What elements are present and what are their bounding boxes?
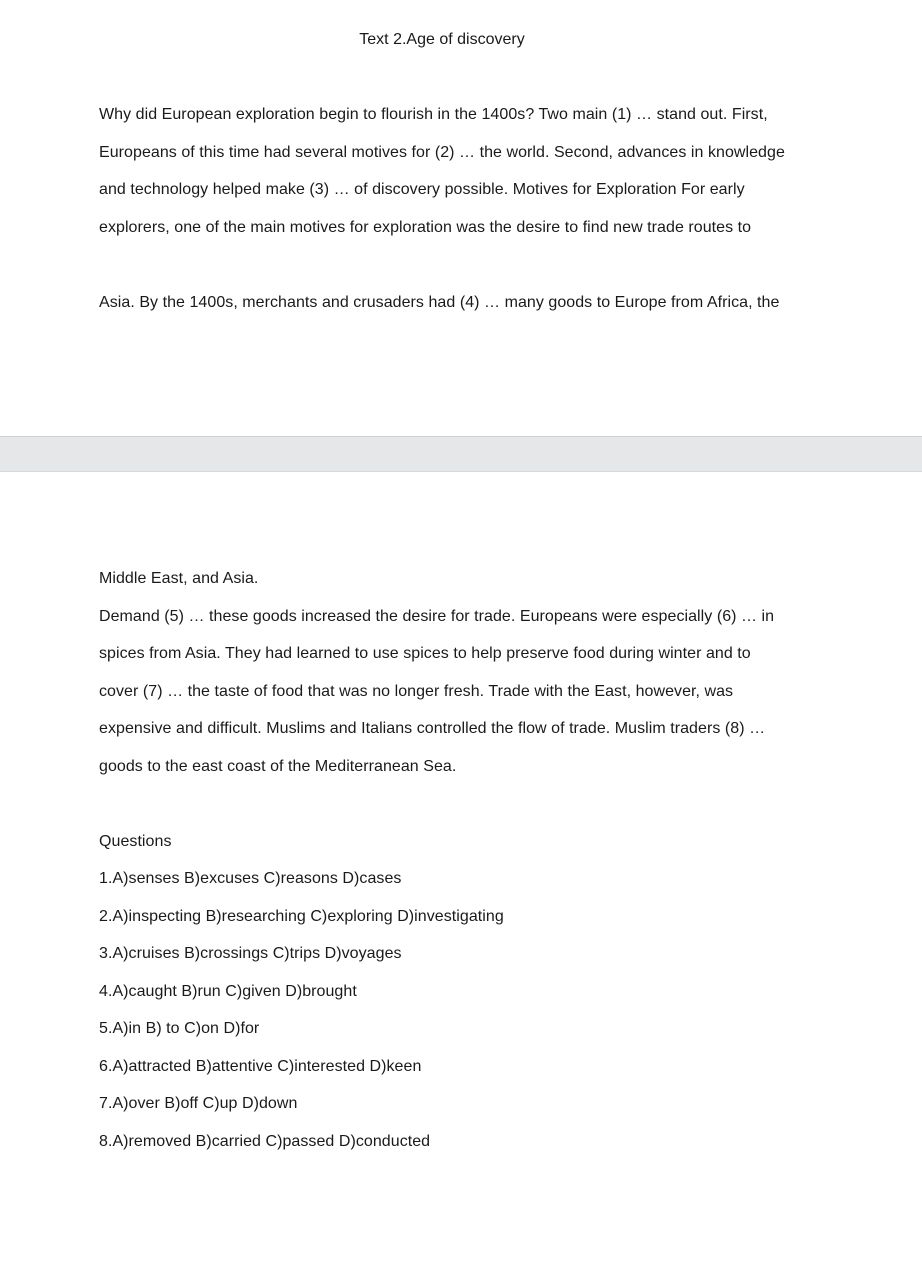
paragraph-line: Europeans of this time had several motives for (2) … the world. Second, advances in knowledge <box>99 144 785 161</box>
question-item: 8.A)removed B)carried C)passed D)conducted <box>99 1133 431 1150</box>
paragraph-line: explorers, one of the main motives for exploration was the desire to find new trade routes to <box>99 219 752 236</box>
page-break-separator <box>0 436 922 472</box>
document-title: Text 2.Age of discovery <box>359 31 525 48</box>
page-1 <box>0 0 922 436</box>
question-item: 5.A)in B) to C)on D)for <box>99 1020 260 1037</box>
paragraph-line: goods to the east coast of the Mediterranean Sea. <box>99 758 457 775</box>
question-item: 6.A)attracted B)attentive C)interested D)keen <box>99 1058 422 1075</box>
paragraph-line: cover (7) … the taste of food that was no longer fresh. Trade with the East, however, was <box>99 683 734 700</box>
questions-heading: Questions <box>99 833 172 850</box>
paragraph-line: Why did European exploration begin to flourish in the 1400s? Two main (1) … stand out. First, <box>99 106 768 123</box>
question-item: 1.A)senses B)excuses C)reasons D)cases <box>99 870 402 887</box>
paragraph-line: spices from Asia. They had learned to use spices to help preserve food during winter and to <box>99 645 751 662</box>
question-item: 2.A)inspecting B)researching C)exploring D)investigating <box>99 908 504 925</box>
question-item: 3.A)cruises B)crossings C)trips D)voyages <box>99 945 402 962</box>
paragraph-line: Asia. By the 1400s, merchants and crusaders had (4) … many goods to Europe from Africa, the <box>99 294 780 311</box>
paragraph-line: expensive and difficult. Muslims and Italians controlled the flow of trade. Muslim traders (8) … <box>99 720 766 737</box>
paragraph-line: Demand (5) … these goods increased the desire for trade. Europeans were especially (6) … in <box>99 608 775 625</box>
paragraph-line: Middle East, and Asia. <box>99 570 259 587</box>
paragraph-line: and technology helped make (3) … of discovery possible. Motives for Exploration For early <box>99 181 745 198</box>
question-item: 4.A)caught B)run C)given D)brought <box>99 983 357 1000</box>
page-2 <box>0 472 922 1281</box>
question-item: 7.A)over B)off C)up D)down <box>99 1095 298 1112</box>
